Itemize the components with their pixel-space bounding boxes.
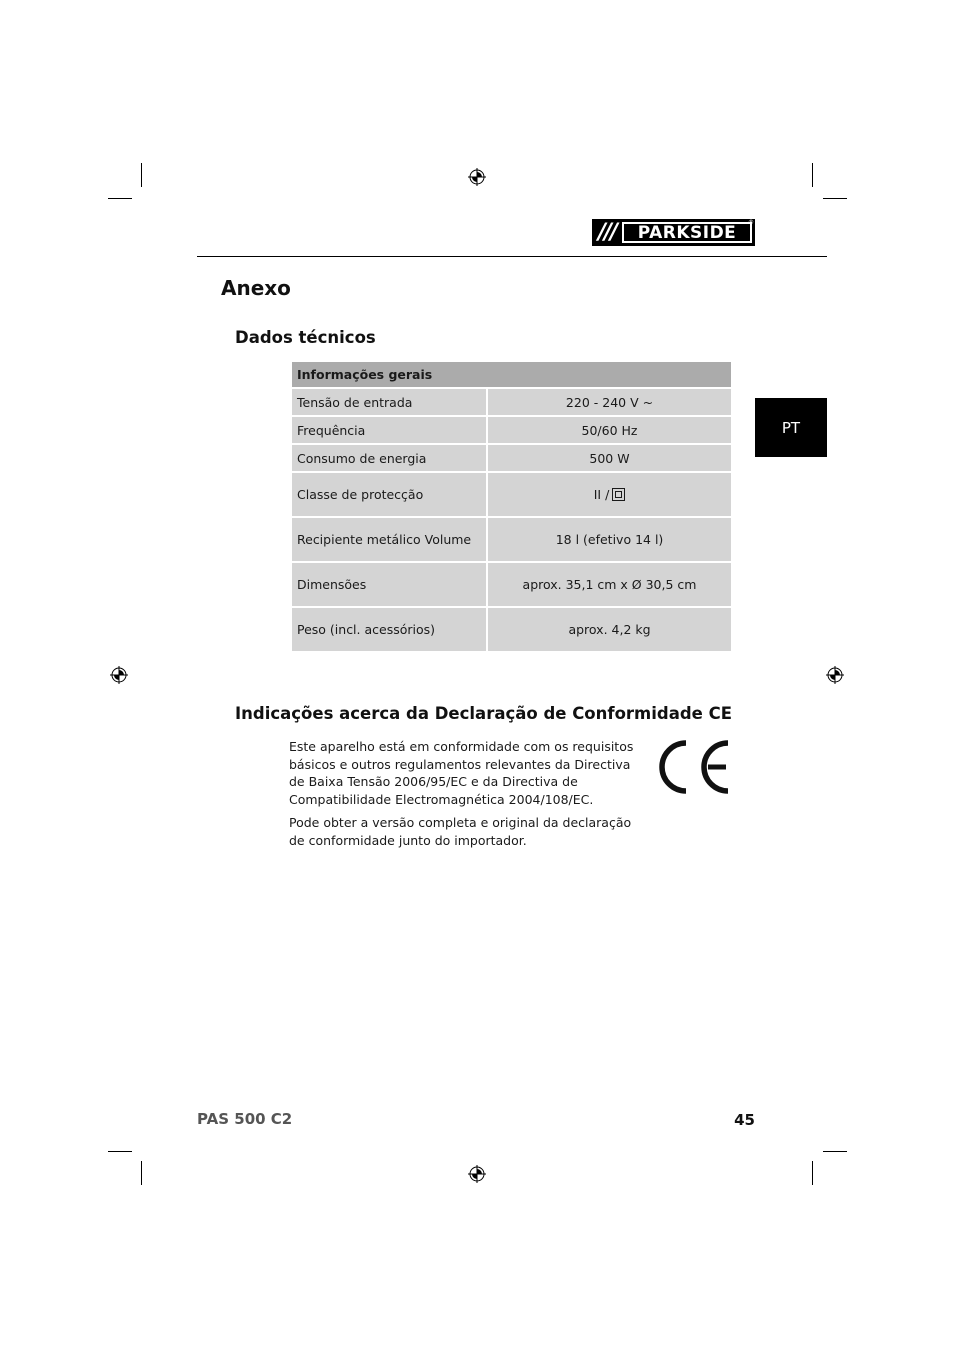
crop-mark — [823, 1151, 847, 1152]
crop-mark — [812, 1161, 813, 1185]
spec-value: aprox. 35,1 cm x Ø 30,5 cm — [487, 562, 732, 607]
spec-value: II / — [593, 487, 610, 502]
parkside-logo — [592, 219, 755, 246]
logo-slashes: /// — [597, 220, 617, 245]
crop-mark — [108, 1151, 132, 1152]
spec-label: Dimensões — [291, 562, 487, 607]
ce-mark-icon — [656, 740, 732, 794]
spec-value: 18 l (efetivo 14 l) — [487, 517, 732, 562]
spec-label: Recipiente metálico Volume — [291, 517, 487, 562]
spec-value: 220 - 240 V ~ — [487, 388, 732, 416]
technical-data-heading: Dados técnicos — [235, 328, 376, 347]
page-title: Anexo — [221, 276, 291, 300]
table-row — [291, 472, 732, 517]
registration-mark-icon — [110, 666, 128, 684]
registration-mark-icon — [468, 168, 486, 186]
crop-mark — [141, 1161, 142, 1185]
spec-label: Peso (incl. acessórios) — [291, 607, 487, 652]
protection-class-ii-icon — [612, 488, 625, 501]
table-row — [291, 517, 732, 562]
spec-value: 50/60 Hz — [487, 416, 732, 444]
spec-label: Frequência — [291, 416, 487, 444]
ce-declaration-heading: Indicações acerca da Declaração de Conformidade CE — [235, 704, 732, 723]
registration-mark-icon — [826, 666, 844, 684]
spec-label: Consumo de energia — [291, 444, 487, 472]
logo-registered-mark: ® — [748, 219, 754, 226]
table-row — [291, 416, 732, 444]
header-rule — [197, 256, 827, 257]
spec-value-cell — [487, 472, 732, 517]
crop-mark — [823, 198, 847, 199]
table-row — [291, 388, 732, 416]
crop-mark — [108, 198, 132, 199]
spec-label: Classe de protecção — [291, 472, 487, 517]
technical-data-table — [290, 360, 733, 653]
table-row — [291, 607, 732, 652]
table-header-row — [291, 361, 732, 388]
spec-label: Tensão de entrada — [291, 388, 487, 416]
registration-mark-icon — [468, 1165, 486, 1183]
table-row — [291, 444, 732, 472]
table-row — [291, 562, 732, 607]
crop-mark — [141, 163, 142, 187]
footer-model: PAS 500 C2 — [197, 1110, 293, 1128]
page-number: 45 — [734, 1111, 755, 1129]
ce-paragraph: Este aparelho está em conformidade com os requisitos básicos e outros regulamentos relevantes da Directiva de Baixa Tensão 2006/95/EC e da Directiva de Compatibilidade Electromagnética 2004/108/EC. — [289, 739, 634, 807]
spec-value: 500 W — [487, 444, 732, 472]
ce-paragraph: Pode obter a versão completa e original da declaração de conformidade junto do importador. — [289, 815, 632, 848]
spec-value: aprox. 4,2 kg — [487, 607, 732, 652]
logo-wordmark: PARKSIDE — [622, 222, 752, 243]
table-header-cell: Informações gerais — [291, 361, 732, 388]
crop-mark — [812, 163, 813, 187]
language-tab: PT — [755, 398, 827, 457]
